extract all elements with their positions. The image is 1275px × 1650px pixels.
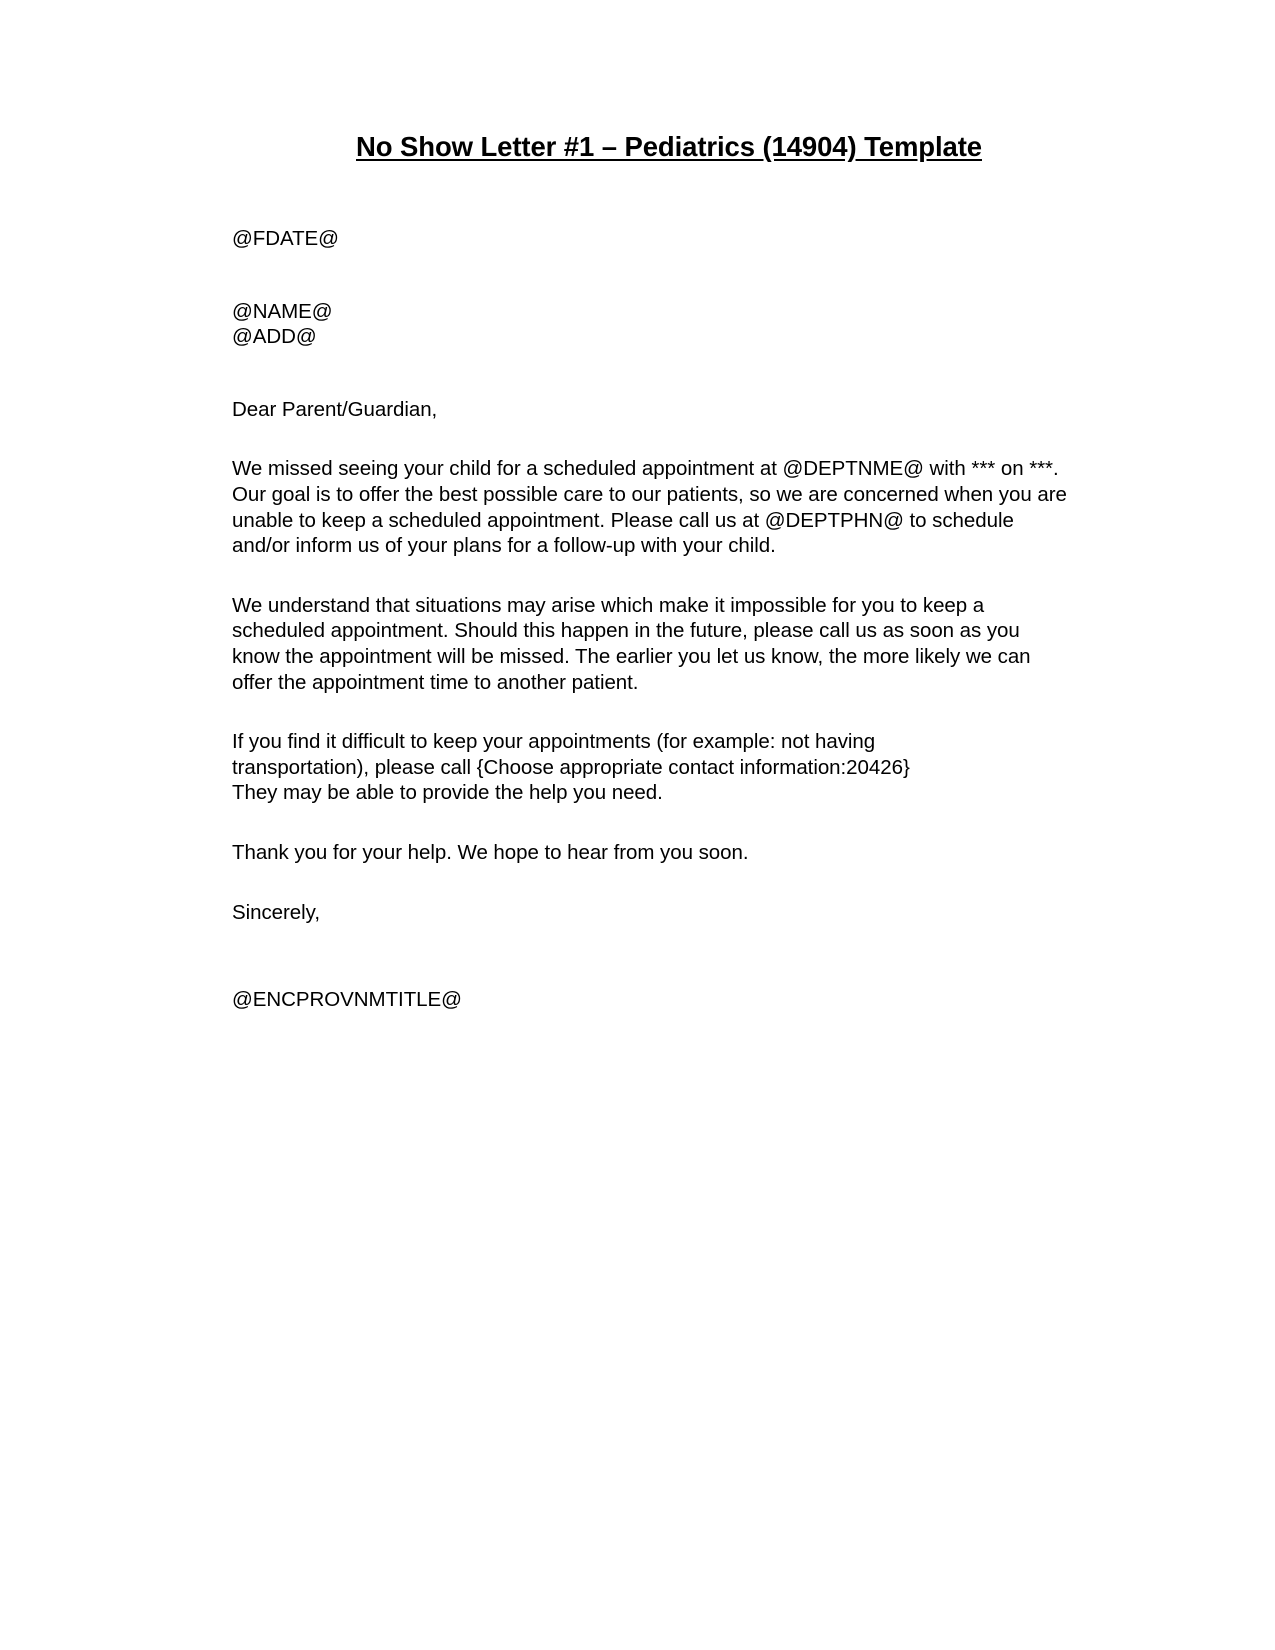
spacer-after-paragraph-3	[232, 806, 1072, 840]
spacer-after-thanks	[232, 866, 1072, 900]
salutation: Dear Parent/Guardian,	[232, 397, 438, 421]
thank-you-line: Thank you for your help. We hope to hear from you soon.	[232, 840, 749, 864]
transportation-line-2: transportation), please call {Choose appropriate contact information:20426}	[232, 755, 910, 779]
paragraph-missed-appointment: We missed seeing your child for a scheduled appointment at @DEPTNME@ with *** on ***. Our goal is to offer the best possible care to our patients, so we are concerned when you are unable to keep a scheduled appointment. Please call us at @DEPTPHN@ to schedule and/or inform us of your plans for a follow-up with your child.	[232, 457, 1067, 558]
closing-line: Sincerely,	[232, 900, 320, 924]
paragraph-understanding: We understand that situations may arise which make it impossible for you to keep a scheduled appointment. Should this happen in the future, please call us as soon as you know the appointment will be missed. The earlier you let us know, the more likely we can offer the appointment time to another patient.	[232, 593, 1031, 694]
recipient-address-field: @ADD@	[232, 325, 317, 349]
transportation-line-1: If you find it difficult to keep your appointments (for example: not having	[232, 730, 876, 754]
page-title: No Show Letter #1 – Pediatrics (14904) Template	[356, 131, 982, 162]
spacer-after-paragraph-2	[232, 695, 1072, 729]
spacer-after-salutation	[232, 422, 1072, 456]
date-field: @FDATE@	[232, 227, 339, 250]
spacer-after-date	[232, 252, 1072, 299]
spacer-after-title	[232, 164, 1072, 226]
recipient-name-field: @NAME@	[232, 299, 333, 323]
paragraph-transportation	[232, 729, 1072, 806]
spacer-after-address	[232, 350, 1072, 397]
letter-body	[232, 130, 1072, 1013]
spacer-signature	[232, 925, 1072, 987]
transportation-line-3: They may be able to provide the help you need.	[232, 781, 663, 805]
spacer-after-paragraph-1	[232, 559, 1072, 593]
signature-field: @ENCPROVNMTITLE@	[232, 988, 462, 1012]
